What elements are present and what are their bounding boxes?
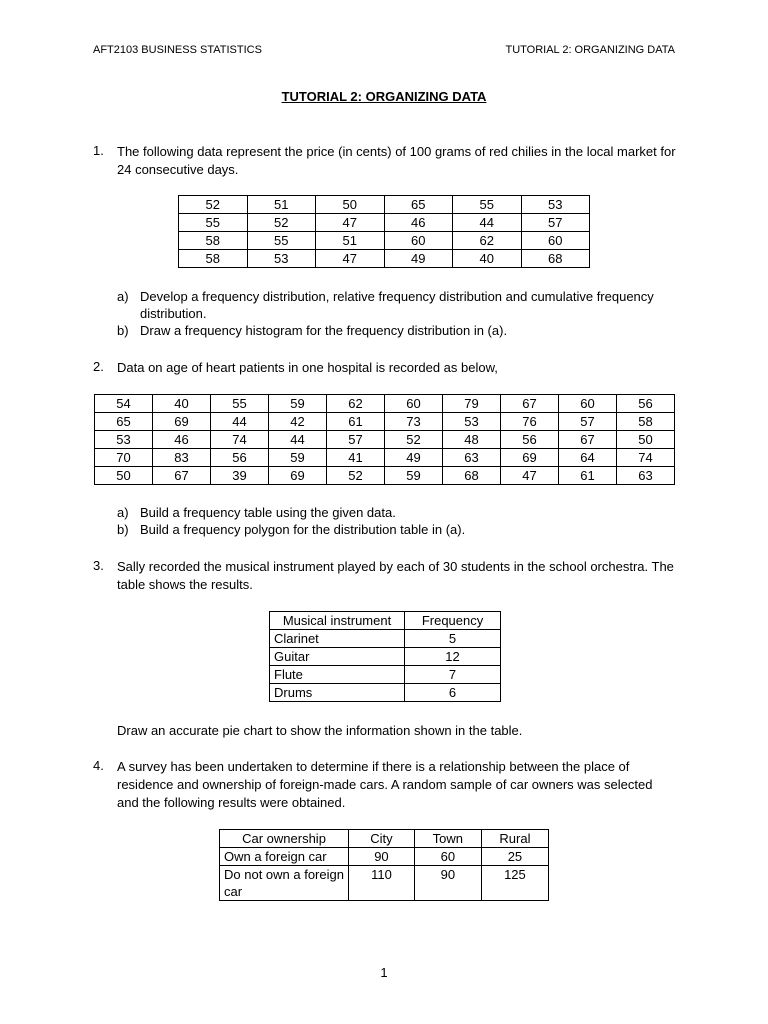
table-cell: 46	[153, 431, 211, 449]
table-row	[95, 467, 675, 485]
table-cell: 60	[521, 232, 590, 250]
table-header-row	[270, 612, 501, 630]
table-row	[179, 250, 590, 268]
table-cell: 67	[153, 467, 211, 485]
q2-text: Data on age of heart patients in one hospital is recorded as below,	[117, 360, 498, 375]
table-cell: 58	[179, 232, 248, 250]
table-cell: 63	[443, 449, 501, 467]
table-cell: 83	[153, 449, 211, 467]
table-cell: 50	[316, 196, 385, 214]
table-row	[95, 413, 675, 431]
table-cell: 60	[384, 232, 453, 250]
page-title: TUTORIAL 2: ORGANIZING DATA	[281, 89, 487, 104]
table-cell: 42	[269, 413, 327, 431]
table-cell: 110	[349, 866, 415, 901]
table-cell: 54	[95, 395, 153, 413]
table-cell: 52	[179, 196, 248, 214]
table-cell: 90	[414, 866, 481, 901]
table-cell: 56	[501, 431, 559, 449]
table-cell: Guitar	[270, 648, 405, 666]
table-cell: 68	[443, 467, 501, 485]
table-cell: 69	[153, 413, 211, 431]
table-cell: 49	[385, 449, 443, 467]
table-header-cell: Musical instrument	[270, 612, 405, 630]
table-cell: 12	[405, 648, 501, 666]
table-row	[270, 684, 501, 702]
table-cell: 125	[481, 866, 548, 901]
table-header-cell: Car ownership	[220, 830, 349, 848]
table-cell: 52	[385, 431, 443, 449]
q2-a-label: a)	[117, 505, 129, 520]
table-cell: 67	[501, 395, 559, 413]
table-cell: 56	[617, 395, 675, 413]
q3-instrument-table	[269, 611, 501, 702]
table-cell: 76	[501, 413, 559, 431]
q2-a-text: Build a frequency table using the given data.	[140, 505, 396, 520]
table-cell: 7	[405, 666, 501, 684]
table-cell: Do not own a foreign car	[220, 866, 349, 901]
table-cell: 52	[327, 467, 385, 485]
q1-b-text: Draw a frequency histogram for the frequency distribution in (a).	[140, 323, 508, 338]
q2-b-text: Build a frequency polygon for the distribution table in (a).	[140, 522, 466, 537]
table-row	[179, 196, 590, 214]
table-cell: 57	[559, 413, 617, 431]
table-cell: 60	[559, 395, 617, 413]
q3-text: Sally recorded the musical instrument played by each of 30 students in the school orchestra. The table shows the results.	[117, 559, 674, 592]
table-cell: 50	[617, 431, 675, 449]
q1-data-table	[178, 195, 590, 268]
q1-subquestions	[117, 288, 677, 339]
table-cell: 57	[327, 431, 385, 449]
table-cell: 55	[453, 196, 522, 214]
table-cell: 53	[443, 413, 501, 431]
table-cell: 6	[405, 684, 501, 702]
table-cell: 58	[617, 413, 675, 431]
q1-a-label: a)	[117, 289, 129, 304]
table-cell: 65	[95, 413, 153, 431]
table-cell: 52	[247, 214, 316, 232]
q4-car-table	[219, 829, 549, 901]
table-cell: 55	[211, 395, 269, 413]
table-header-row	[220, 830, 549, 848]
table-row	[270, 648, 501, 666]
header-tutorial: TUTORIAL 2: ORGANIZING DATA	[505, 44, 675, 56]
q2-subquestions	[117, 504, 677, 538]
table-row	[95, 395, 675, 413]
q2-b-label: b)	[117, 522, 129, 537]
table-cell: 68	[521, 250, 590, 268]
table-cell: 70	[95, 449, 153, 467]
table-cell: 41	[327, 449, 385, 467]
table-header-cell: Rural	[481, 830, 548, 848]
table-cell: 48	[443, 431, 501, 449]
q2-data-table	[94, 394, 675, 485]
q2-number: 2.	[93, 359, 104, 374]
table-cell: 55	[179, 214, 248, 232]
table-header-cell: City	[349, 830, 415, 848]
table-cell: 57	[521, 214, 590, 232]
table-cell: 69	[269, 467, 327, 485]
table-cell: 44	[453, 214, 522, 232]
table-header-cell: Town	[414, 830, 481, 848]
table-row	[95, 449, 675, 467]
table-cell: 61	[559, 467, 617, 485]
q3-number: 3.	[93, 558, 104, 573]
table-cell: Drums	[270, 684, 405, 702]
table-header-cell: Frequency	[405, 612, 501, 630]
table-cell: 59	[269, 449, 327, 467]
table-cell: 73	[385, 413, 443, 431]
table-cell: 53	[247, 250, 316, 268]
table-cell: 62	[327, 395, 385, 413]
table-cell: 39	[211, 467, 269, 485]
table-cell: 55	[247, 232, 316, 250]
table-cell: 44	[211, 413, 269, 431]
table-row	[270, 666, 501, 684]
table-cell: 59	[385, 467, 443, 485]
table-cell: 74	[617, 449, 675, 467]
q4-number: 4.	[93, 758, 104, 773]
q1-a-text: Develop a frequency distribution, relative frequency distribution and cumulative frequency distribution.	[140, 289, 654, 321]
table-cell: 56	[211, 449, 269, 467]
table-cell: 60	[414, 848, 481, 866]
q1-b-label: b)	[117, 323, 129, 338]
table-cell: 47	[501, 467, 559, 485]
table-row	[179, 232, 590, 250]
table-cell: 49	[384, 250, 453, 268]
table-row	[95, 431, 675, 449]
table-cell: 47	[316, 250, 385, 268]
table-cell: Flute	[270, 666, 405, 684]
table-row	[220, 848, 549, 866]
table-cell: 58	[179, 250, 248, 268]
header-course: AFT2103 BUSINESS STATISTICS	[93, 44, 262, 56]
q1-text: The following data represent the price (in cents) of 100 grams of red chilies in the local market for 24 consecutive days.	[117, 144, 676, 177]
table-cell: Own a foreign car	[220, 848, 349, 866]
table-cell: 53	[521, 196, 590, 214]
table-cell: 51	[247, 196, 316, 214]
table-cell: 46	[384, 214, 453, 232]
table-cell: 65	[384, 196, 453, 214]
table-cell: 61	[327, 413, 385, 431]
table-row	[270, 630, 501, 648]
table-cell: 53	[95, 431, 153, 449]
table-cell: 90	[349, 848, 415, 866]
table-cell: 59	[269, 395, 327, 413]
table-row	[220, 866, 549, 901]
q3-instruction: Draw an accurate pie chart to show the information shown in the table.	[117, 723, 523, 738]
table-cell: 25	[481, 848, 548, 866]
table-row	[179, 214, 590, 232]
table-cell: 40	[153, 395, 211, 413]
table-cell: 79	[443, 395, 501, 413]
table-cell: 40	[453, 250, 522, 268]
table-cell: 63	[617, 467, 675, 485]
table-cell: 5	[405, 630, 501, 648]
table-cell: 62	[453, 232, 522, 250]
table-cell: 60	[385, 395, 443, 413]
table-cell: 44	[269, 431, 327, 449]
table-cell: 51	[316, 232, 385, 250]
table-cell: Clarinet	[270, 630, 405, 648]
table-cell: 50	[95, 467, 153, 485]
q1-number: 1.	[93, 143, 104, 158]
table-cell: 64	[559, 449, 617, 467]
q4-text: A survey has been undertaken to determine if there is a relationship between the place of residence and ownership of foreign-made cars. A random sample of car owners was selected and the following results were obtained.	[117, 759, 653, 810]
table-cell: 47	[316, 214, 385, 232]
table-cell: 69	[501, 449, 559, 467]
table-cell: 74	[211, 431, 269, 449]
page-number: 1	[380, 965, 388, 980]
table-cell: 67	[559, 431, 617, 449]
